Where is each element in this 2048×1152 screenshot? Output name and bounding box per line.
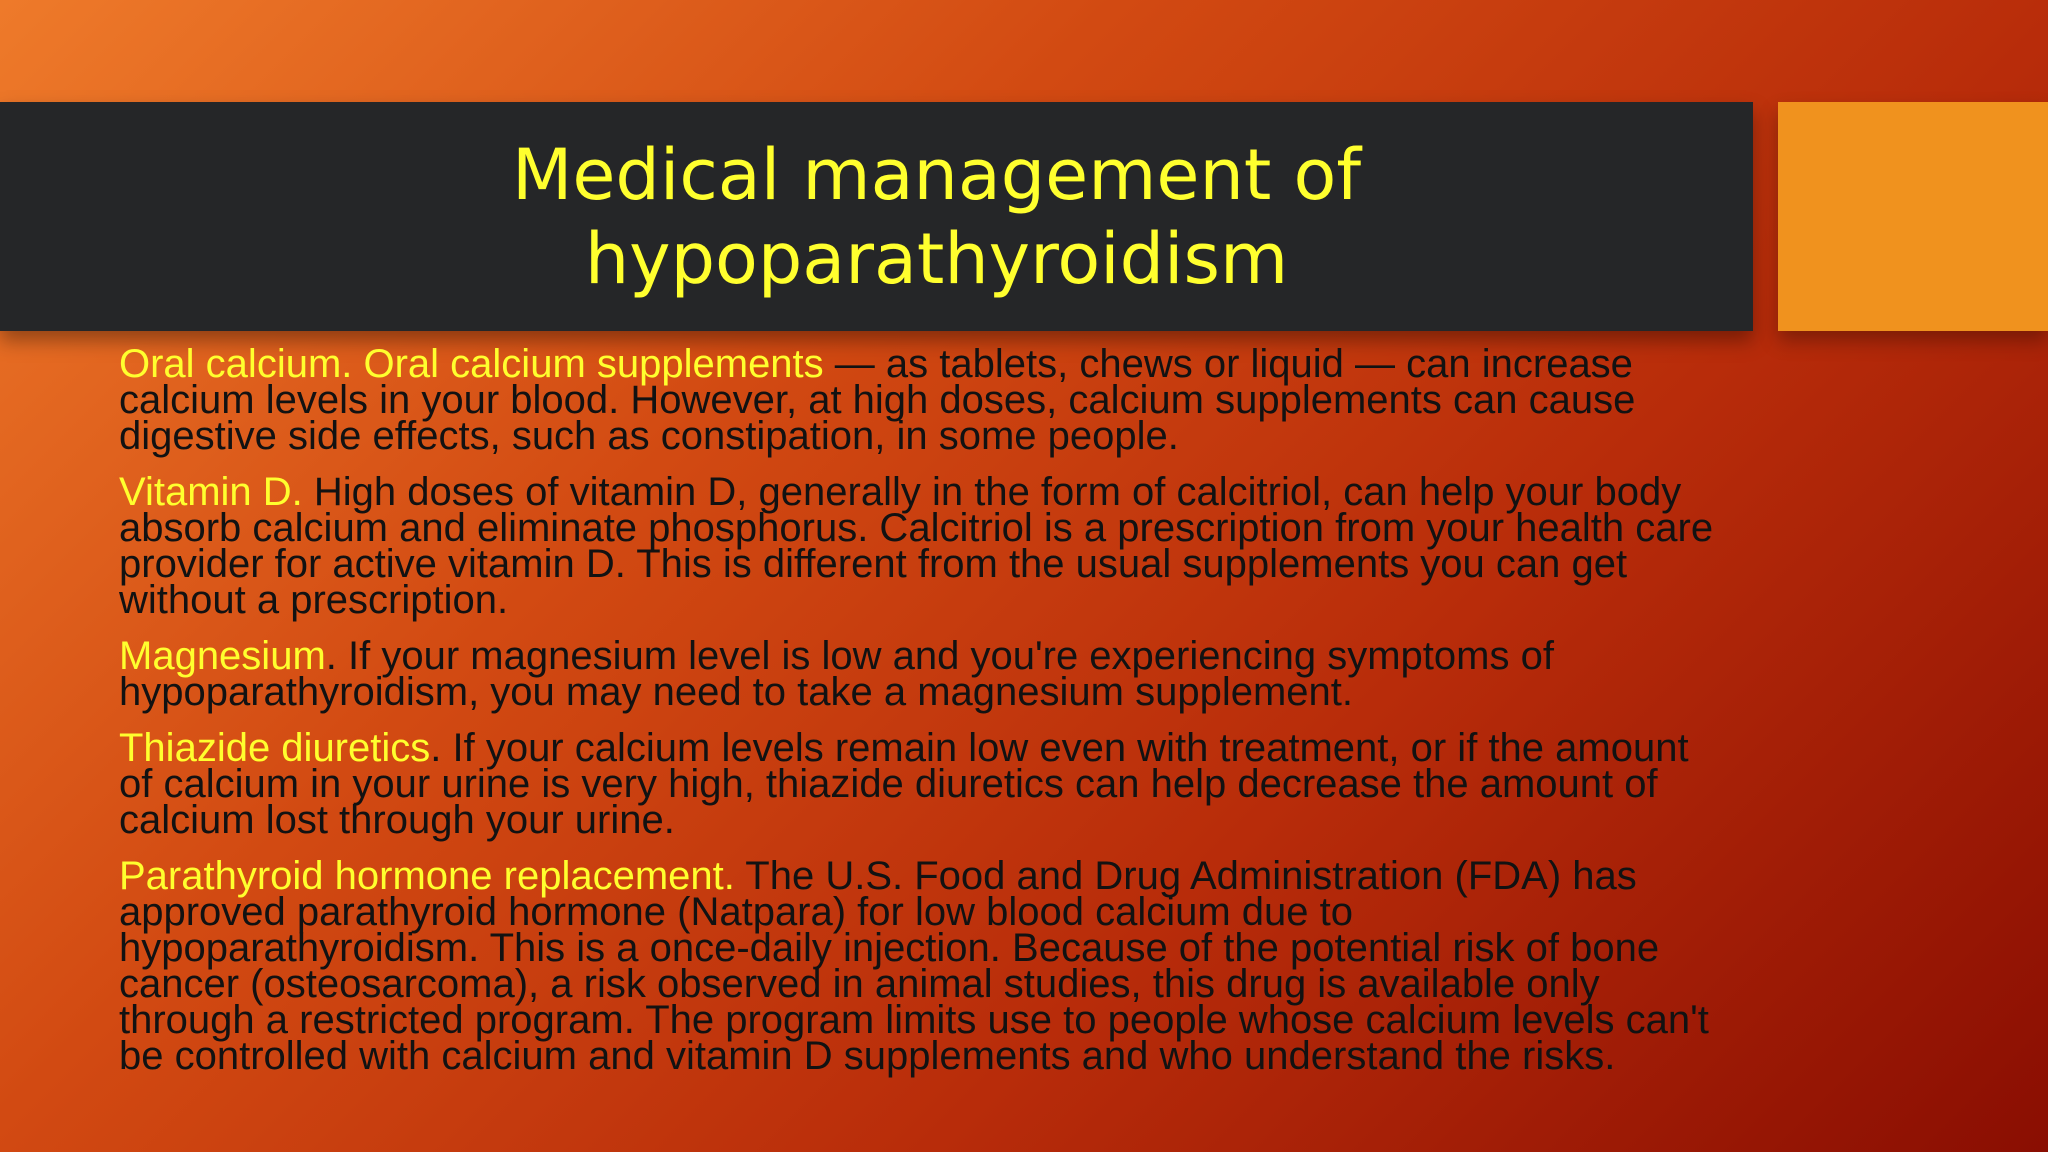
- paragraph-text: The U.S. Food and Drug Administration (FDA) has approved parathyroid hormone (Natpara) for low blood calcium due to hypoparathyroidism. This is a once-daily injection. Because of the potential risk of bone cancer (osteosarcoma), a risk observed in animal studies, this drug is available only through a restricted program. The program limits use to people whose calcium levels can't be controlled with calcium and vitamin D supplements and who understand the risks.: [119, 854, 1709, 1078]
- title-band: [0, 102, 1753, 331]
- paragraph-lead: Parathyroid hormone replacement.: [119, 854, 735, 898]
- paragraph-vitamin-d: [119, 470, 1719, 622]
- slide-title-line-2: hypoparathyroidism: [584, 217, 1289, 300]
- paragraph-lead: Magnesium: [119, 634, 326, 678]
- slide-title-line-1: Medical management of: [511, 133, 1362, 216]
- paragraph-parathyroid-hormone: [119, 854, 1719, 1078]
- paragraph-lead: Vitamin D.: [119, 470, 303, 514]
- paragraph-text: . If your magnesium level is low and you're experiencing symptoms of hypoparathyroidism, you may need to take a magnesium supplement.: [119, 634, 1554, 714]
- paragraph-lead: Oral calcium. Oral calcium supplements: [119, 342, 824, 386]
- paragraph-thiazide-diuretics: [119, 726, 1719, 842]
- paragraph-text: . If your calcium levels remain low even with treatment, or if the amount of calcium in your urine is very high, thiazide diuretics can help decrease the amount of calcium lost through your urine.: [119, 726, 1689, 842]
- accent-box: [1778, 102, 2048, 331]
- paragraph-magnesium: [119, 634, 1719, 714]
- slide-title: [437, 133, 1437, 301]
- paragraph-text: High doses of vitamin D, generally in the form of calcitriol, can help your body absorb calcium and eliminate phosphorus. Calcitriol is a prescription from your health care provider for active vitamin D. This is different from the usual supplements you can get without a prescription.: [119, 470, 1714, 622]
- paragraph-text: — as tablets, chews or liquid — can increase calcium levels in your blood. However, at high doses, calcium supplements can cause digestive side effects, such as constipation, in some people.: [119, 342, 1636, 458]
- paragraph-lead: Thiazide diuretics: [119, 726, 431, 770]
- paragraph-oral-calcium: [119, 342, 1719, 458]
- slide-body: [119, 342, 1719, 1094]
